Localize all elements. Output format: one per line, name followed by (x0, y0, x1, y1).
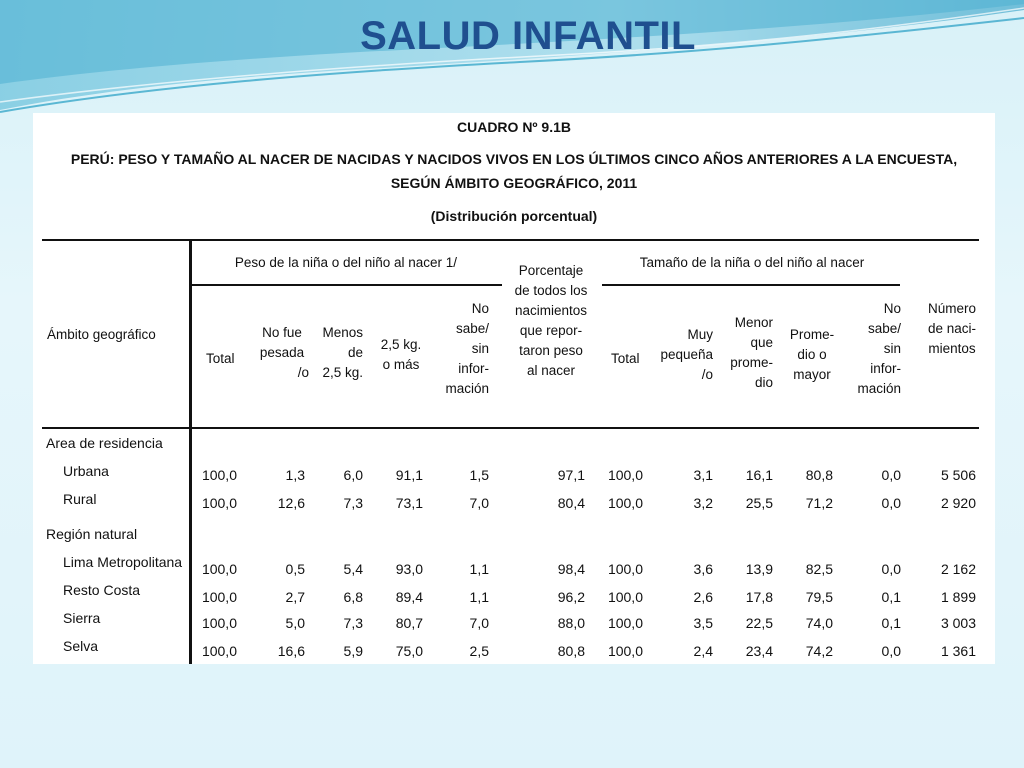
header-total-tamano: Total (611, 351, 640, 366)
row-label: Selva (63, 638, 99, 654)
header-tamano-group: Tamaño de la niña o del niño al nacer (639, 255, 865, 270)
section-area-residencia: Area de residencia (46, 435, 163, 451)
header-total: Total (206, 351, 235, 366)
header-muy-pequena: Muy pequeña /o (660, 327, 713, 382)
header-porcentaje: Porcentaje de todos los nacimientos que repor- taron peso al nacer (514, 263, 588, 378)
header-numero: Número de naci- mientos (927, 301, 977, 356)
header-no-sabe-tamano: No sabe/ sin infor- mación (857, 301, 901, 396)
row-label: Resto Costa (63, 582, 141, 598)
table-document: CUADRO Nº 9.1B PERÚ: PESO Y TAMAÑO AL NACER DE NACIDAS Y NACIDOS VIVOS EN LOS ÚLTIMOS CINCO AÑOS ANTERIORES A LA ENCUESTA, SEGÚN ÁMBITO GEOGRÁFICO, 2011 (Distribución porcentual) Ámbito geográfico Peso de la niña o del niño al nacer 1/ Tamaño de la niña o del niño al nacer Porcentaje de todos los nacimientos que repor- taron peso al nacer Total No fue pesada /o Menos de 2,5 kg. 2,5 kg. o más No sabe/ sin infor- mación Total Muy pequeña /o Menor que prome- dio Prome- dio o mayor No sabe/ sin infor- mación Número de naci- mientos Area de residencia Urbana 100,0 1,3 6,0 91,1 1,5 97,1 100,0 3,1 16,1 80,8 0,0 5 506 Rural 100,0 12,6 7,3 73,1 7,0 80,4 100,0 3,2 25,5 71,2 0,0 2 920 Región natural Lima Metropolitana 100,0 0,5 5,4 93,0 1,1 98,4 100,0 3,6 13,9 82,5 0,0 2 162 Resto Costa 100,0 2,7 6,8 89,4 1,1 96,2 100,0 2,6 17,8 79,5 0,1 1 899 Sierra 100,0 5,0 7,3 80,7 7,0 88,0 100,0 3,5 22,5 74,0 0,1 3 003 Selva 100,0 16,6 5,9 75,0 2,5 80,8 100,0 2,4 23,4 74,2 0,0 1 361 (33, 113, 995, 664)
table-number: CUADRO Nº 9.1B (456, 119, 572, 135)
section-region-natural: Región natural (46, 526, 138, 542)
table-title-line1: PERÚ: PESO Y TAMAÑO AL NACER DE NACIDAS Y NACIDOS VIVOS EN LOS ÚLTIMOS CINCO AÑOS ANTERIORES A LA ENCUESTA, (70, 151, 958, 167)
row-label: Sierra (63, 610, 101, 626)
header-menor-promedio: Menor que prome- dio (730, 315, 773, 390)
header-no-fue-pesada: No fue pesada /o (259, 325, 309, 380)
rule-peso-group (190, 284, 502, 286)
table-subtitle: (Distribución porcentual) (430, 208, 598, 224)
rule-header-bottom (42, 427, 979, 429)
row-label: Lima Metropolitana (63, 554, 183, 570)
header-ambito: Ámbito geográfico (47, 327, 156, 342)
rule-stub-separator (189, 239, 192, 664)
header-no-sabe-peso: No sabe/ sin infor- mación (445, 301, 489, 396)
row-label: Urbana (63, 463, 109, 479)
rule-tamano-group (602, 284, 900, 286)
header-promedio-mayor: Prome- dio o mayor (789, 327, 835, 382)
row-label: Rural (63, 491, 97, 507)
header-mas-25: 2,5 kg. o más (380, 337, 422, 372)
header-peso-group: Peso de la niña o del niño al nacer 1/ (234, 255, 458, 270)
rule-top (42, 239, 979, 241)
header-menos-25: Menos de 2,5 kg. (322, 325, 363, 380)
table-title-line2: SEGÚN ÁMBITO GEOGRÁFICO, 2011 (390, 175, 638, 191)
slide-title: SALUD INFANTIL (360, 14, 696, 58)
